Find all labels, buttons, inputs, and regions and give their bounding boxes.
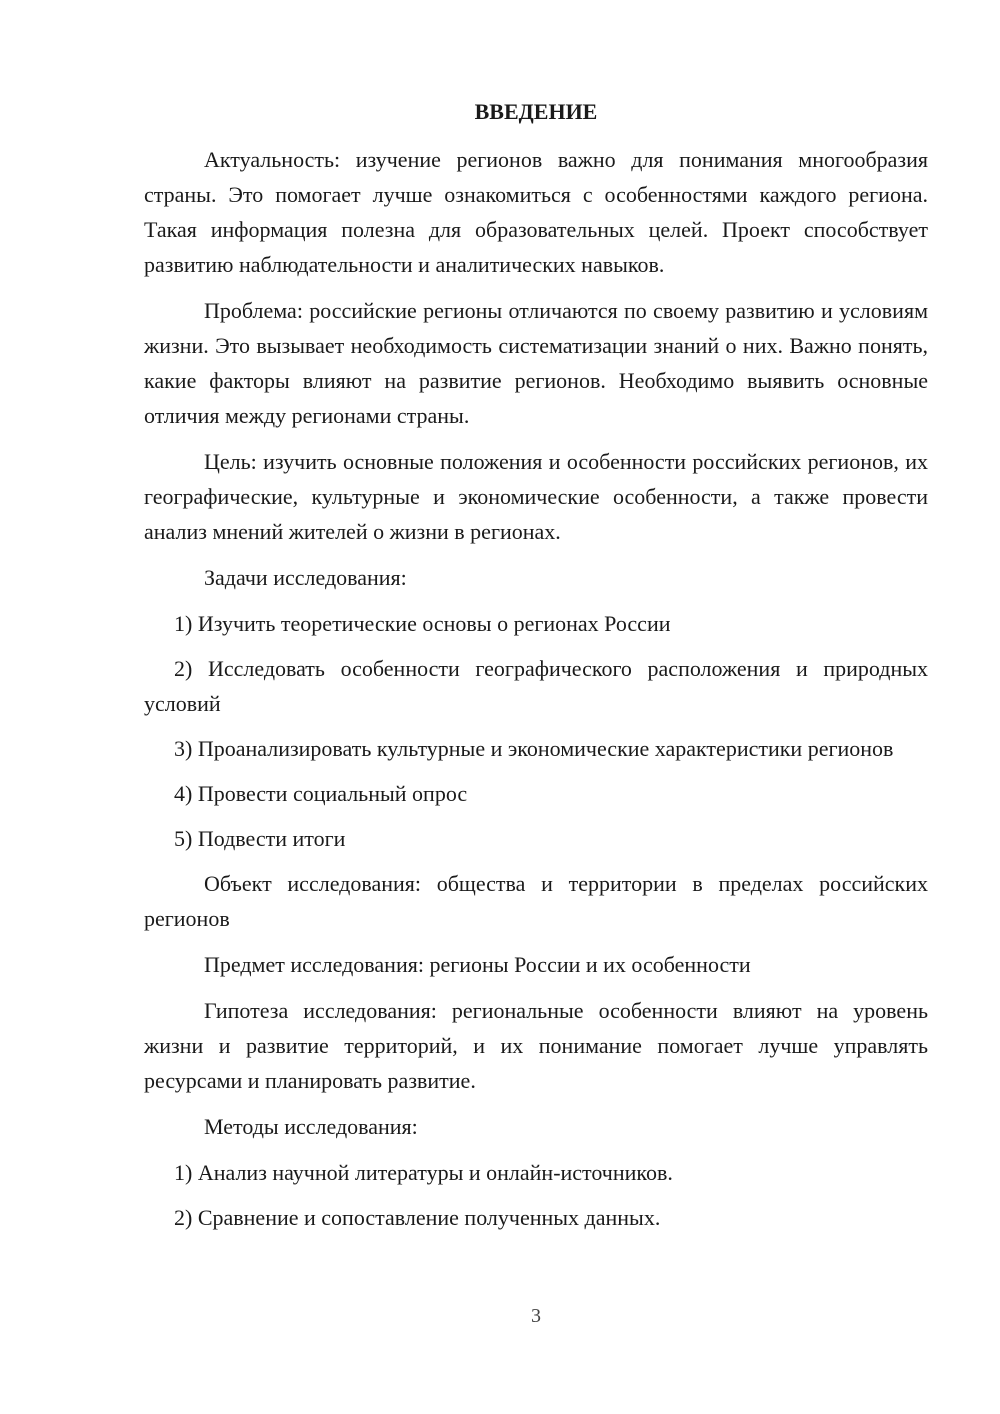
object-paragraph: Объект исследования: общества и территории в пределах российских регионов <box>144 871 928 931</box>
section-title: ВВЕДЕНИЕ <box>474 99 598 124</box>
subject-paragraph: Предмет исследования: регионы России и их особенности <box>204 952 751 977</box>
tasks-heading: Задачи исследования: <box>204 565 407 590</box>
document-body <box>144 94 928 1245</box>
method-item-1: 1) Анализ научной литературы и онлайн-источников. <box>174 1160 673 1185</box>
relevance-paragraph: Актуальность: изучение регионов важно для понимания многообразия страны. Это помогает лучше ознакомиться с особенностями каждого региона. Такая информация полезна для образовательных целей. Проект способствует развитию наблюдательности и аналитических навыков. <box>144 147 928 277</box>
problem-paragraph: Проблема: российские регионы отличаются по своему развитию и условиям жизни. Это вызывает необходимость систематизации знаний о них. Важно понять, какие факторы влияют на развитие регионов. Необходимо выявить основные отличия между регионами страны. <box>144 298 928 428</box>
task-item-2: 2) Исследовать особенности географического расположения и природных условий <box>144 656 928 716</box>
task-item-3: 3) Проанализировать культурные и экономические характеристики регионов <box>174 736 894 761</box>
task-item-4: 4) Провести социальный опрос <box>174 781 468 806</box>
page-number: 3 <box>531 1305 541 1327</box>
method-item-2: 2) Сравнение и сопоставление полученных данных. <box>174 1205 661 1230</box>
goal-paragraph: Цель: изучить основные положения и особенности российских регионов, их географические, культурные и экономические особенности, а также провести анализ мнений жителей о жизни в регионах. <box>144 449 928 544</box>
hypothesis-paragraph: Гипотеза исследования: региональные особенности влияют на уровень жизни и развитие территорий, и их понимание помогает лучше управлять ресурсами и планировать развитие. <box>144 998 928 1093</box>
methods-heading: Методы исследования: <box>204 1114 418 1139</box>
task-item-5: 5) Подвести итоги <box>174 826 346 851</box>
task-item-1: 1) Изучить теоретические основы о регионах России <box>174 611 671 636</box>
